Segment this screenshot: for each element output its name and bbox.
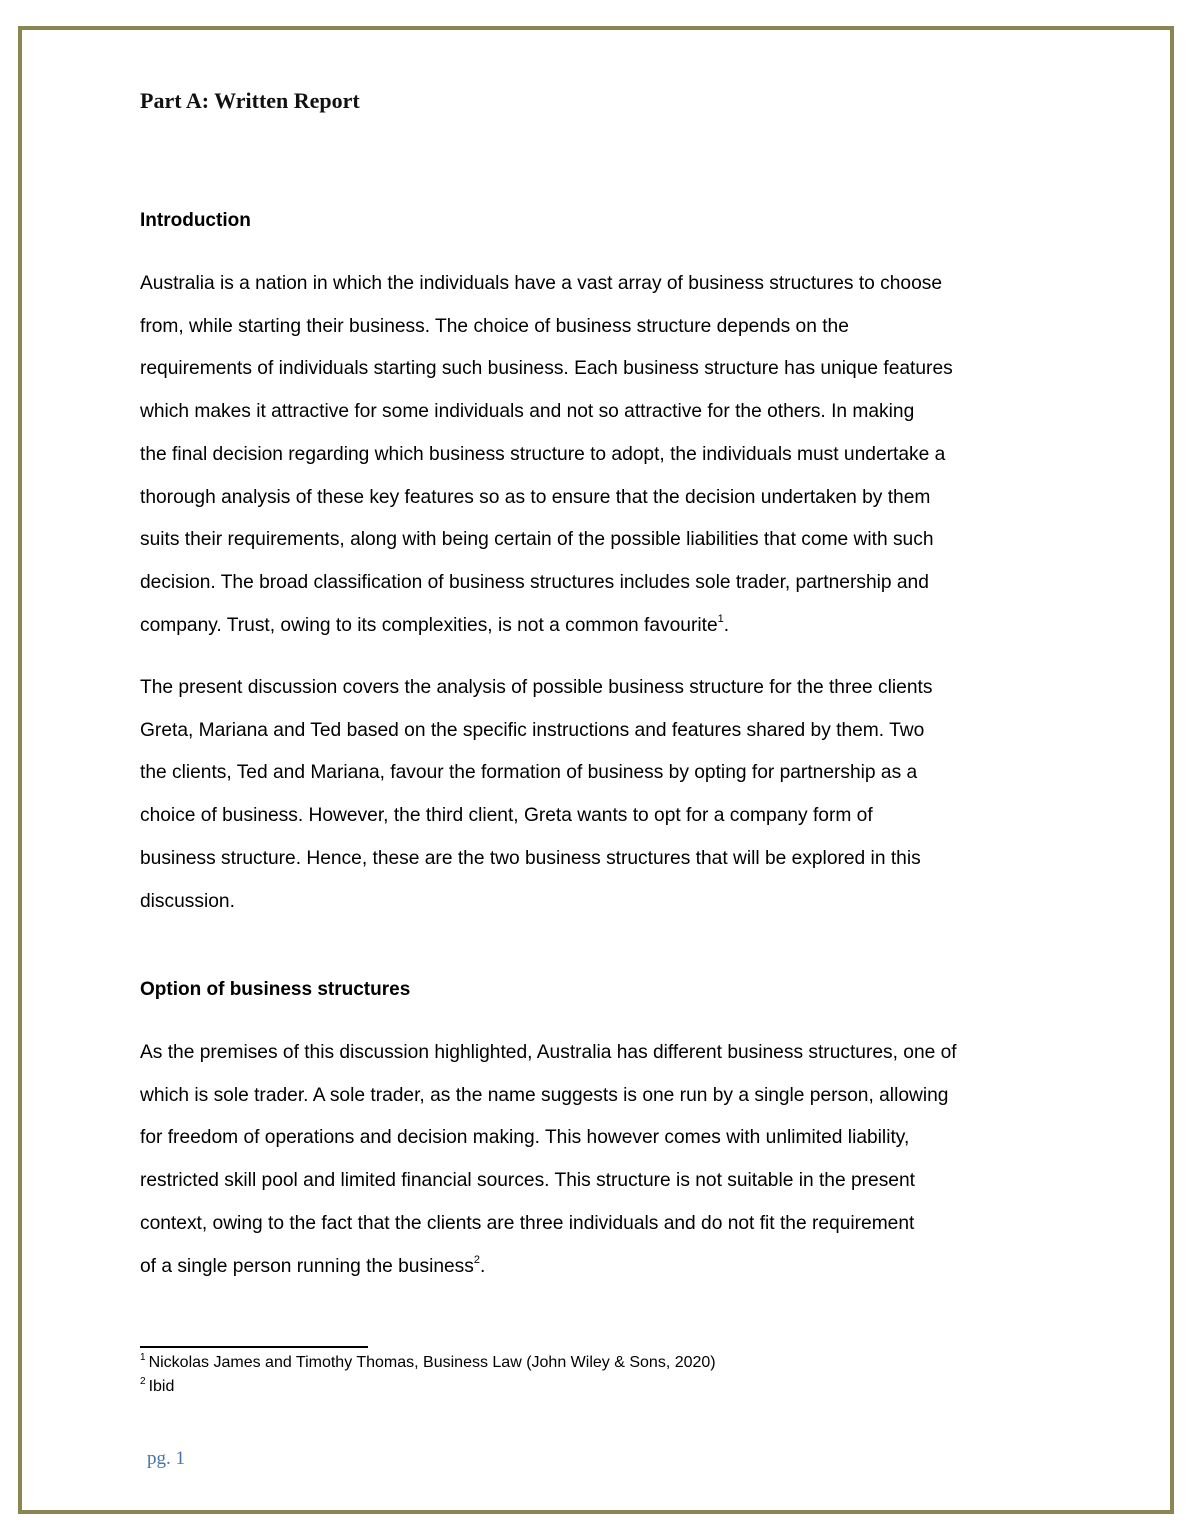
section-heading-introduction: Introduction [140, 210, 251, 231]
text-line: which makes it attractive for some individuals and not so attractive for the others. In making [140, 401, 915, 423]
text-line: for freedom of operations and decision making. This however comes with unlimited liability, [140, 1127, 910, 1149]
text-line: requirements of individuals starting such business. Each business structure has unique features [140, 358, 953, 380]
text-line: which is sole trader. A sole trader, as the name suggests is one run by a single person, allowing [140, 1084, 949, 1106]
text-line: thorough analysis of these key features so as to ensure that the decision undertaken by them [140, 486, 931, 508]
text-line: of a single person running the business [140, 1255, 474, 1277]
document-title: Part A: Written Report [140, 88, 360, 113]
text-line: the clients, Ted and Mariana, favour the formation of business by opting for partnership as a [140, 762, 918, 784]
footnote-separator [140, 1346, 368, 1348]
text-line: suits their requirements, along with being certain of the possible liabilities that come with such [140, 529, 934, 551]
text-line: business structure. Hence, these are the two business structures that will be explored in this [140, 847, 921, 869]
text-line: discussion. [140, 890, 235, 912]
text-line: The present discussion covers the analysis of possible business structure for the three clients [140, 677, 933, 698]
text-line: choice of business. However, the third client, Greta wants to opt for a company form of [140, 805, 873, 827]
text-line: the final decision regarding which business structure to adopt, the individuals must undertake a [140, 443, 946, 465]
footnote-text: Ibid [148, 1378, 175, 1395]
footnote-reference[interactable]: 1 [717, 612, 724, 625]
text-line: Greta, Mariana and Ted based on the specific instructions and features shared by them. Two [140, 719, 925, 741]
text-line: from, while starting their business. The choice of business structure depends on the [140, 315, 849, 337]
options-paragraph-1 [140, 1032, 1060, 1288]
text-line: company. Trust, owing to its complexities, is not a common favourite [140, 614, 718, 636]
footnote-1 [140, 1354, 716, 1372]
section-heading-options: Option of business structures [140, 979, 411, 1000]
text-line: restricted skill pool and limited financial sources. This structure is not suitable in the present [140, 1170, 915, 1192]
sentence-end: . [480, 1255, 486, 1277]
footnote-text: Nickolas James and Timothy Thomas, Business Law (John Wiley & Sons, 2020) [148, 1354, 716, 1371]
footnote-reference[interactable]: 2 [473, 1253, 480, 1266]
text-line: decision. The broad classification of business structures includes sole trader, partnership and [140, 571, 929, 593]
footnote-2 [140, 1378, 174, 1396]
footnote-mark: 2 [140, 1376, 146, 1387]
text-line: context, owing to the fact that the clients are three individuals and do not fit the requirement [140, 1212, 915, 1234]
footnote-mark: 1 [140, 1352, 146, 1363]
text-line-last [140, 1246, 1060, 1289]
text-line: As the premises of this discussion highlighted, Australia has different business structures, one of [140, 1042, 957, 1063]
sentence-end: . [723, 614, 730, 636]
text-line: Australia is a nation in which the individuals have a vast array of business structures to choose [140, 273, 943, 294]
page-number: pg. 1 [147, 1448, 185, 1469]
intro-paragraph-2 [140, 667, 1060, 923]
text-line-last [140, 605, 1060, 648]
intro-paragraph-1 [140, 263, 1060, 647]
